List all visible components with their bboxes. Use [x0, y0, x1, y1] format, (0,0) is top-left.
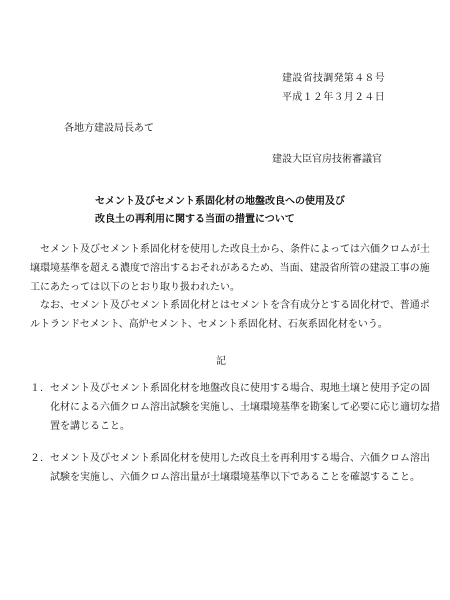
body-paragraph-2: [30, 296, 430, 334]
addressee: 各地方建設局長あて: [64, 123, 154, 134]
list-item-1: [30, 379, 440, 436]
body-paragraph-1: [30, 240, 430, 297]
list-item-2: [30, 449, 435, 487]
document-title-line-1: セメント及びセメント系固化材の地盤改良への使用及び: [95, 196, 345, 207]
sender: 建設大臣官房技術審議官: [272, 154, 382, 165]
item-line: １．セメント及びセメント系固化材を地盤改良に使用する場合、現地土壌と使用予定の固: [30, 383, 430, 394]
item-line: 試験を実施し、六価クロム溶出量が土壌環境基準以下であることを確認すること。: [50, 472, 420, 483]
paragraph-line: 工にあたっては以下のとおり取り扱われたい。: [30, 282, 240, 293]
document-number: 建設省技調発第４８号: [282, 73, 385, 84]
document-date: 平成１２年３月２４日: [282, 92, 385, 103]
paragraph-line: なお、セメント及びセメント系固化材とはセメントを含有成分とする固化材で、普通ポ: [30, 300, 430, 311]
item-line: 化材による六価クロム溶出試験を実施し、土壌環境基準を勘案して必要に応じ適切な措: [50, 402, 440, 413]
paragraph-line: 壌環境基準を超える濃度で溶出するおそれがあるため、当面、建設省所管の建設工事の施: [30, 263, 430, 274]
paragraph-line: セメント及びセメント系固化材を使用した改良土から、条件によっては六価クロムが土: [30, 244, 430, 255]
ki-heading: 記: [216, 356, 226, 367]
item-line: ２．セメント及びセメント系固化材を使用した改良土を再利用する場合、六価クロム溶出: [30, 453, 430, 464]
item-line: 置を講じること。: [50, 421, 130, 432]
paragraph-line: ルトランドセメント、高炉セメント、セメント系固化材、石灰系固化材をいう。: [30, 319, 388, 330]
document-title-line-2: 改良土の再利用に関する当面の措置について: [95, 214, 295, 225]
